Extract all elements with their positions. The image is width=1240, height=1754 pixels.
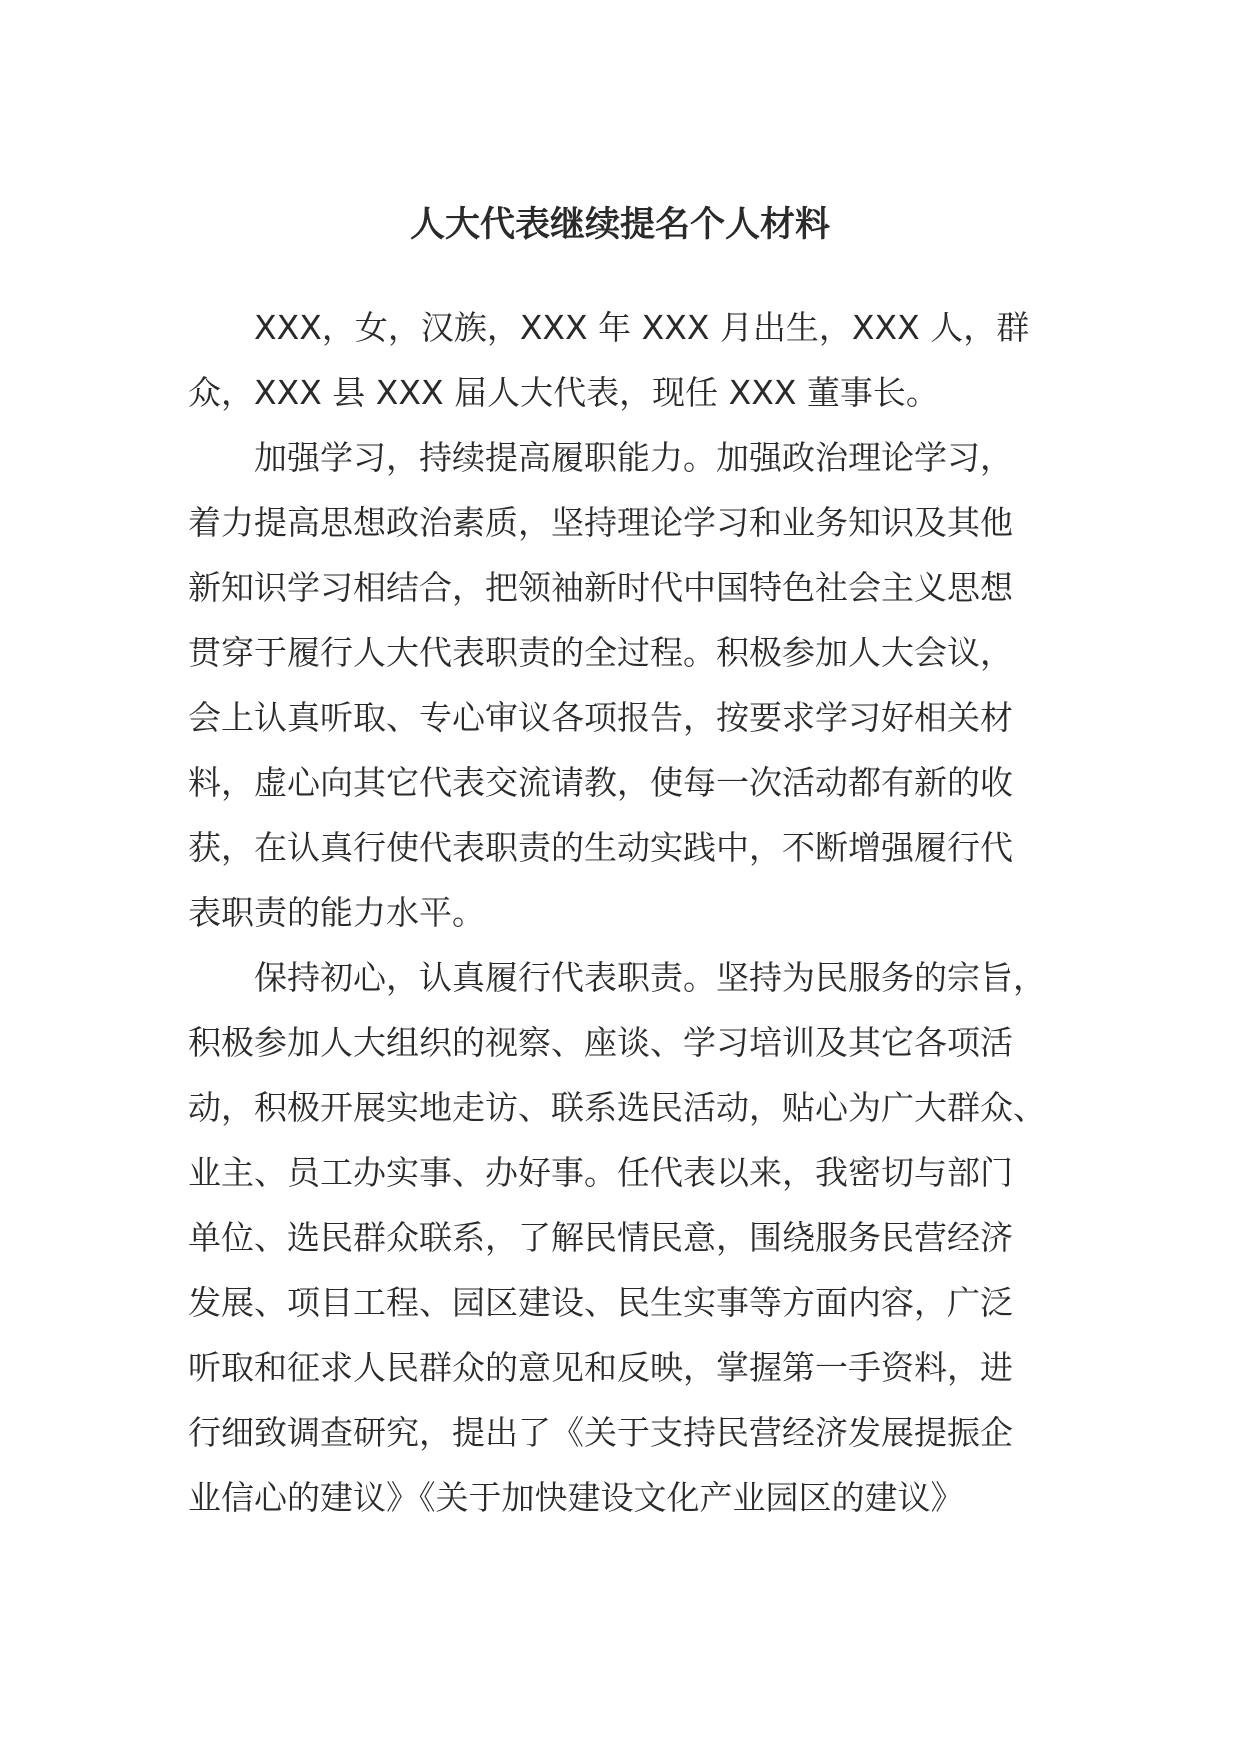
- text-line: 行细致调查研究，提出了《关于支持民营经济发展提振企: [188, 1413, 1013, 1452]
- text-line: 会上认真听取、专心审议各项报告，按要求学习好相关材: [188, 698, 1013, 737]
- text-line: 新知识学习相结合，把领袖新时代中国特色社会主义思想: [188, 568, 1013, 607]
- text-line: 保持初心，认真履行代表职责。坚持为民服务的宗旨，: [254, 958, 1046, 997]
- paragraph-profile: [188, 295, 1058, 425]
- text-line: 业主、员工办实事、办好事。任代表以来，我密切与部门: [188, 1153, 1013, 1192]
- text-line: 料，虚心向其它代表交流请教，使每一次活动都有新的收: [188, 763, 1013, 802]
- text-line: 动，积极开展实地走访、联系选民活动，贴心为广大群众、: [188, 1088, 1046, 1127]
- text-line: 着力提高思想政治素质，坚持理论学习和业务知识及其他: [188, 503, 1013, 542]
- text-line: 听取和征求人民群众的意见和反映，掌握第一手资料，进: [188, 1348, 1013, 1387]
- text-line: XXX，女，汉族，XXX 年 XXX 月出生，XXX 人，群: [254, 308, 1030, 347]
- text-line: 积极参加人大组织的视察、座谈、学习培训及其它各项活: [188, 1023, 1013, 1062]
- text-line: 表职责的能力水平。: [188, 893, 485, 932]
- text-line: 贯穿于履行人大代表职责的全过程。积极参加人大会议，: [188, 633, 1013, 672]
- document-body: [188, 295, 1058, 1530]
- paragraph-study: [188, 425, 1058, 945]
- paragraph-duties: [188, 945, 1058, 1530]
- text-line: 众，XXX 县 XXX 届人大代表，现任 XXX 董事长。: [188, 373, 939, 412]
- text-line: 加强学习，持续提高履职能力。加强政治理论学习，: [254, 438, 1013, 477]
- text-line: 业信心的建议》《关于加快建设文化产业园区的建议》: [188, 1478, 964, 1517]
- document-title: 人大代表继续提名个人材料: [409, 205, 830, 245]
- text-line: 单位、选民群众联系，了解民情民意，围绕服务民营经济: [188, 1218, 1013, 1257]
- text-line: 发展、项目工程、园区建设、民生实事等方面内容，广泛: [188, 1283, 1013, 1322]
- text-line: 获，在认真行使代表职责的生动实践中，不断增强履行代: [188, 828, 1013, 867]
